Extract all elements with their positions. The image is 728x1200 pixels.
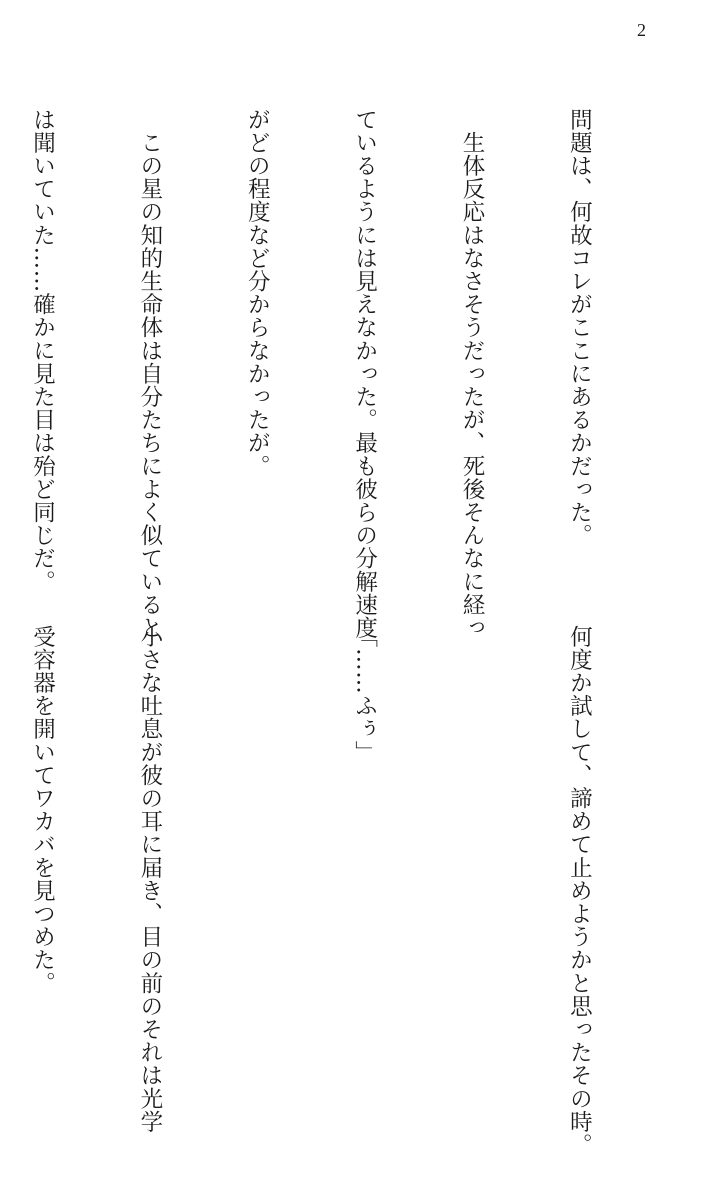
text-column-bottom xyxy=(0,625,668,1157)
dialogue-line: 「……ふぅ」 xyxy=(351,625,378,764)
text-line: は聞いていた……確かに見た目は殆ど同じだ。 xyxy=(29,108,56,594)
text-line: 問題は、何故コレがここにあるかだった。 xyxy=(566,108,593,547)
text-column-top xyxy=(0,108,668,640)
blank-line xyxy=(238,625,274,1095)
text-line: 受容器を開いてワカバを見つめた。 xyxy=(29,625,56,995)
text-line: 生体反応はなさそうだったが、死後そんなに経っ xyxy=(459,108,486,640)
blank-line xyxy=(453,625,489,1095)
text-line: 小さな吐息が彼の耳に届き、目の前のそれは光学 xyxy=(136,625,163,1134)
text-line: ているようには見えなかった。最も彼らの分解速度 xyxy=(351,108,378,640)
text-line: 何度か試して、諦めて止めようかと思ったその時。 xyxy=(566,625,593,1157)
text-line: この星の知的生命体は自分たちによく似ていると xyxy=(136,108,163,640)
page-number: 2 xyxy=(637,20,646,40)
text-line: がどの程度など分からなかったが。 xyxy=(244,108,271,478)
